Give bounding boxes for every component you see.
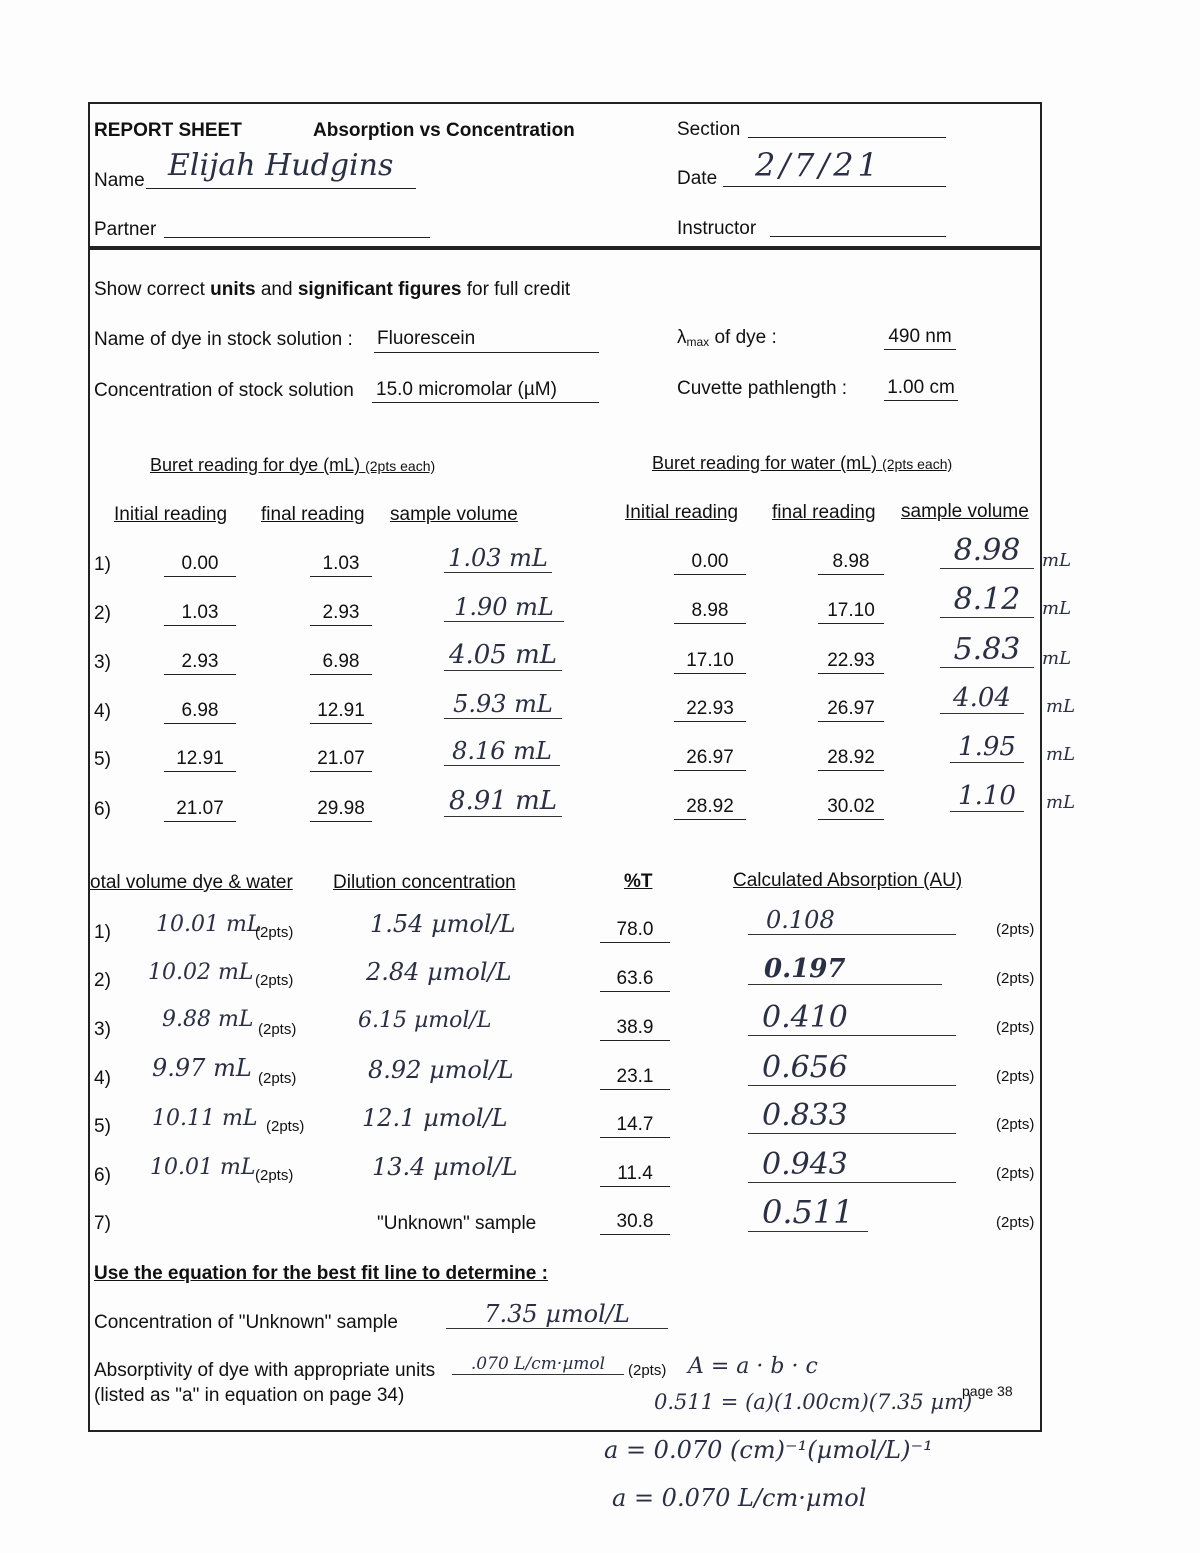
stock-line (372, 402, 599, 403)
total-volume-pts: (2pts) (266, 1118, 305, 1135)
percent-T: 11.4 (600, 1163, 670, 1187)
dye-final: 6.98 (310, 651, 372, 675)
dye-initial: 6.98 (164, 700, 236, 724)
water-unit: mL (1046, 696, 1076, 717)
work-line-2: 0.511 = (a)(1.00cm)(7.35 µm) (654, 1390, 973, 1414)
water-sample: 5.83 (940, 632, 1034, 668)
water-unit: mL (1046, 792, 1076, 813)
water-sample: 1.10 (950, 781, 1024, 812)
dilution-row-number: 6) (94, 1165, 111, 1186)
date-line (723, 186, 946, 187)
partner-label: Partner (94, 219, 157, 240)
dilution-row-number: 4) (94, 1068, 111, 1089)
lambda-value: 490 nm (884, 326, 956, 350)
absorption-pts: (2pts) (996, 1116, 1035, 1133)
total-volume: 9.88 mL (162, 1007, 254, 1032)
buret-water-title (652, 453, 952, 474)
buret-row-number: 1) (94, 554, 111, 575)
work-line-4: a = 0.070 L/cm·µmol (612, 1484, 867, 1512)
water-initial: 17.10 (674, 650, 746, 674)
water-initial: 28.92 (674, 796, 746, 820)
unknown-conc-value: 7.35 µmol/L (446, 1300, 668, 1329)
water-initial: 0.00 (674, 551, 746, 575)
page-title: Absorption vs Concentration (313, 120, 575, 141)
dye-sample: 1.03 mL (444, 544, 552, 573)
water-unit: mL (1042, 648, 1072, 669)
buret-dye-title (150, 455, 435, 476)
name-label: Name (94, 170, 145, 191)
dye-value: Fluorescein (377, 328, 476, 349)
water-final: 8.98 (818, 551, 884, 575)
buret-water-title-text: Buret reading for water (mL) (652, 453, 878, 473)
date-label: Date (677, 168, 718, 189)
dye-sample: 8.16 mL (444, 737, 560, 766)
dye-final: 21.07 (310, 748, 372, 772)
dilution-conc: 1.54 µmol/L (370, 910, 516, 938)
instructions (94, 279, 570, 301)
water-unit: mL (1046, 744, 1076, 765)
dye-initial: 1.03 (164, 602, 236, 626)
water-unit: mL (1042, 550, 1072, 571)
dye-sample: 5.93 mL (444, 690, 562, 719)
dilution-row-number: 1) (94, 922, 111, 943)
calc-absorption: 0.410 (748, 1000, 956, 1036)
total-volume: 9.97 mL (152, 1054, 252, 1082)
dye-initial: 2.93 (164, 651, 236, 675)
col-total-volume: otal volume dye & water (90, 872, 293, 893)
dilution-row-number: 3) (94, 1019, 111, 1040)
page-reference: page 38 (962, 1383, 1013, 1399)
section-label: Section (677, 119, 741, 140)
col-calc-absorption: Calculated Absorption (AU) (733, 870, 963, 891)
absorption-pts: (2pts) (996, 970, 1035, 987)
partner-line (164, 237, 430, 238)
calc-absorption: 0.656 (748, 1050, 956, 1086)
dilution-row-number: 5) (94, 1116, 111, 1137)
instructor-line (770, 236, 946, 237)
dilution-conc: 2.84 µmol/L (366, 958, 512, 986)
work-line-1: A = a · b · c (688, 1354, 818, 1379)
cuvette-label: Cuvette pathlength : (677, 378, 848, 399)
unknown-percent-T: 30.8 (600, 1211, 670, 1235)
total-volume-pts: (2pts) (255, 1167, 294, 1184)
calc-absorption: 0.108 (748, 906, 956, 935)
report-sheet-label: REPORT SHEET (94, 120, 242, 141)
water-final: 26.97 (818, 698, 884, 722)
total-volume: 10.11 mL (152, 1106, 258, 1131)
water-col-initial: Initial reading (625, 502, 739, 523)
dye-initial: 0.00 (164, 553, 236, 577)
total-volume-pts: (2pts) (258, 1021, 297, 1038)
buret-row-number: 5) (94, 749, 111, 770)
unknown-absorption-pts: (2pts) (996, 1214, 1035, 1231)
water-initial: 26.97 (674, 747, 746, 771)
dye-col-sample: sample volume (390, 504, 518, 525)
percent-T: 78.0 (600, 919, 670, 943)
instructor-label: Instructor (677, 218, 757, 239)
dilution-conc: 13.4 µmol/L (372, 1153, 518, 1181)
dye-sample: 8.91 mL (444, 786, 562, 817)
calc-absorption: 0.197 (748, 954, 942, 985)
absorption-pts: (2pts) (996, 921, 1035, 938)
buret-water-pts: (2pts each) (882, 456, 953, 472)
total-volume-pts: (2pts) (255, 972, 294, 989)
water-sample: 8.12 (940, 582, 1034, 618)
dye-label: Name of dye in stock solution : (94, 329, 353, 350)
instructions-text-1: Show correct (94, 279, 211, 300)
water-final: 30.02 (818, 796, 884, 820)
dye-final: 12.91 (310, 700, 372, 724)
dye-sample: 1.90 mL (444, 593, 564, 622)
absorptivity-label: Absorptivity of dye with appropriate units (94, 1360, 436, 1381)
buret-dye-pts: (2pts each) (365, 458, 436, 474)
dye-line (374, 352, 599, 353)
main-box (88, 246, 1042, 1432)
water-sample: 4.04 (940, 683, 1024, 714)
water-final: 28.92 (818, 747, 884, 771)
instructions-text-3: for full credit (461, 279, 571, 300)
buret-row-number: 6) (94, 799, 111, 820)
total-volume: 10.01 mL (150, 1155, 256, 1180)
cuvette-value: 1.00 cm (884, 377, 958, 401)
water-initial: 22.93 (674, 698, 746, 722)
unknown-absorption: 0.511 (748, 1193, 868, 1232)
total-volume-pts: (2pts) (258, 1070, 297, 1087)
bestfit-heading: Use the equation for the best fit line to determine : (94, 1263, 548, 1284)
water-col-sample: sample volume (901, 501, 1029, 522)
calc-absorption: 0.943 (748, 1147, 956, 1183)
dye-sample: 4.05 mL (444, 640, 562, 671)
lambda-label (677, 327, 777, 349)
lambda-symbol: λ (677, 327, 687, 348)
percent-T: 14.7 (600, 1114, 670, 1138)
dilution-row-number: 2) (94, 970, 111, 991)
water-initial: 8.98 (674, 600, 746, 624)
col-percent-T: %T (624, 871, 653, 892)
water-unit: mL (1042, 598, 1072, 619)
name-line (146, 188, 416, 189)
calc-absorption: 0.833 (748, 1098, 956, 1134)
unknown-sample-label: "Unknown" sample (377, 1213, 537, 1234)
buret-dye-title-text: Buret reading for dye (mL) (150, 455, 361, 475)
dilution-conc: 8.92 µmol/L (368, 1056, 514, 1084)
stock-label: Concentration of stock solution (94, 380, 354, 401)
absorption-pts: (2pts) (996, 1068, 1035, 1085)
lambda-sub: max (686, 335, 710, 349)
buret-row-number: 4) (94, 701, 111, 722)
date-value: 2/7/21 (755, 146, 882, 184)
section-line (748, 137, 946, 138)
percent-T: 23.1 (600, 1066, 670, 1090)
absorption-pts: (2pts) (996, 1019, 1035, 1036)
instructions-units: units (210, 279, 256, 300)
unknown-row-number: 7) (94, 1213, 111, 1234)
dye-final: 2.93 (310, 602, 372, 626)
absorptivity-value: .070 L/cm·µmol (452, 1354, 624, 1375)
col-dilution-conc: Dilution concentration (333, 872, 516, 893)
stock-value: 15.0 micromolar (µM) (376, 379, 557, 400)
instructions-text-2: and (255, 279, 298, 300)
lambda-label-text: of dye : (709, 327, 777, 348)
total-volume: 10.02 mL (148, 960, 254, 985)
buret-row-number: 2) (94, 603, 111, 624)
water-final: 22.93 (818, 650, 884, 674)
dye-initial: 12.91 (164, 748, 236, 772)
water-sample: 1.95 (950, 732, 1024, 763)
dye-final: 1.03 (310, 553, 372, 577)
instructions-sig-figs: significant figures (297, 279, 462, 300)
total-volume: 10.01 mL (156, 912, 262, 937)
dye-col-final: final reading (261, 504, 365, 525)
dye-col-initial: Initial reading (114, 504, 228, 525)
dilution-conc: 6.15 µmol/L (358, 1008, 492, 1033)
work-line-3: a = 0.070 (cm)⁻¹(µmol/L)⁻¹ (604, 1436, 933, 1464)
total-volume-pts: (2pts) (255, 924, 294, 941)
water-col-final: final reading (772, 502, 876, 523)
absorption-pts: (2pts) (996, 1165, 1035, 1182)
name-value: Elijah Hudgins (168, 148, 394, 183)
water-sample: 8.98 (940, 533, 1034, 569)
absorptivity-pts: (2pts) (628, 1362, 667, 1379)
dye-final: 29.98 (310, 798, 372, 822)
listed-note: (listed as "a" in equation on page 34) (94, 1385, 405, 1406)
buret-row-number: 3) (94, 652, 111, 673)
percent-T: 38.9 (600, 1017, 670, 1041)
unknown-conc-label: Concentration of "Unknown" sample (94, 1312, 398, 1333)
percent-T: 63.6 (600, 968, 670, 992)
dye-initial: 21.07 (164, 798, 236, 822)
water-final: 17.10 (818, 600, 884, 624)
dilution-conc: 12.1 µmol/L (362, 1104, 508, 1132)
